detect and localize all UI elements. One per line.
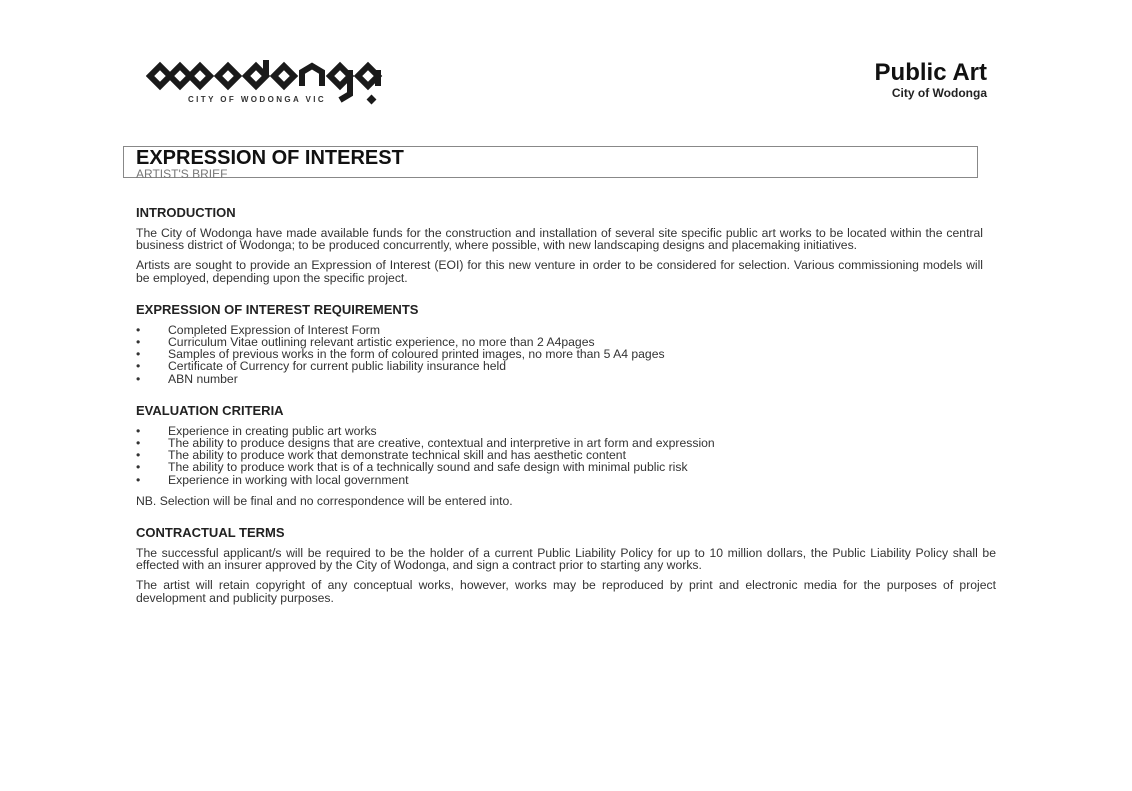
document-header (700, 60, 987, 100)
banner-title: EXPRESSION OF INTEREST (136, 147, 404, 169)
requirements-list (136, 324, 983, 385)
paragraph: The artist will retain copyright of any conceptual works, however, works may be reproduced by print and electronic media for the purposes of project development and publicity purposes. (136, 578, 996, 605)
list-item: • The ability to produce work that is of a technically sound and safe design with minimal public risk (136, 461, 983, 473)
section-heading: CONTRACTUAL TERMS (136, 525, 285, 541)
list-item: • The ability to produce designs that are creative, contextual and interpretive in art form and expression (136, 437, 983, 449)
list-item: • Completed Expression of Interest Form (136, 324, 983, 336)
list-item: • ABN number (136, 373, 983, 385)
section-heading: INTRODUCTION (136, 205, 236, 220)
list-item: • Samples of previous works in the form of coloured printed images, no more than 5 A4 pages (136, 348, 983, 360)
paragraph: The City of Wodonga have made available funds for the construction and installation of several site specific public art works to be located within the central business district of Wodonga; to be produced concurrently, where possible, with new landscaping designs and placemaking initiatives. (136, 226, 983, 253)
banner-subtitle: ARTIST'S BRIEF (136, 167, 228, 181)
list-item: • Certificate of Currency for current public liability insurance held (136, 360, 983, 372)
section-heading: EXPRESSION OF INTEREST REQUIREMENTS (136, 301, 419, 317)
paragraph: Artists are sought to provide an Expression of Interest (EOI) for this new venture in order to be considered for selection. Various commissioning models will be employed, depending upon the specific project. (136, 258, 983, 285)
list-item: • The ability to produce work that demonstrate technical skill and has aesthetic content (136, 449, 983, 461)
list-item: • Curriculum Vitae outlining relevant artistic experience, no more than 2 A4pages (136, 336, 983, 348)
section-heading: EVALUATION CRITERIA (136, 402, 284, 418)
criteria-list (136, 425, 983, 486)
contract-section (136, 525, 996, 604)
title-banner (123, 146, 978, 181)
paragraph: The successful applicant/s will be required to be the holder of a current Public Liability Policy for up to 10 million dollars, the Public Liability Policy shall be effected with an insurer approved by the City of Wodonga, and sign a contract prior to starting any works. (136, 546, 996, 573)
criteria-section (136, 403, 983, 507)
list-item: • Experience in working with local government (136, 474, 983, 486)
introduction-section (136, 205, 983, 284)
wodonga-logo (146, 58, 446, 108)
header-subtitle: City of Wodonga (891, 86, 987, 100)
logo-tagline: CITY OF WODONGA VIC (188, 95, 327, 104)
wodonga-logo-mark (146, 58, 446, 108)
list-item: • Experience in creating public art works (136, 425, 983, 437)
selection-note: NB. Selection will be final and no correspondence will be entered into. (136, 493, 513, 508)
requirements-section (136, 302, 983, 385)
document-body (136, 205, 996, 622)
header-title: Public Art (874, 59, 987, 86)
